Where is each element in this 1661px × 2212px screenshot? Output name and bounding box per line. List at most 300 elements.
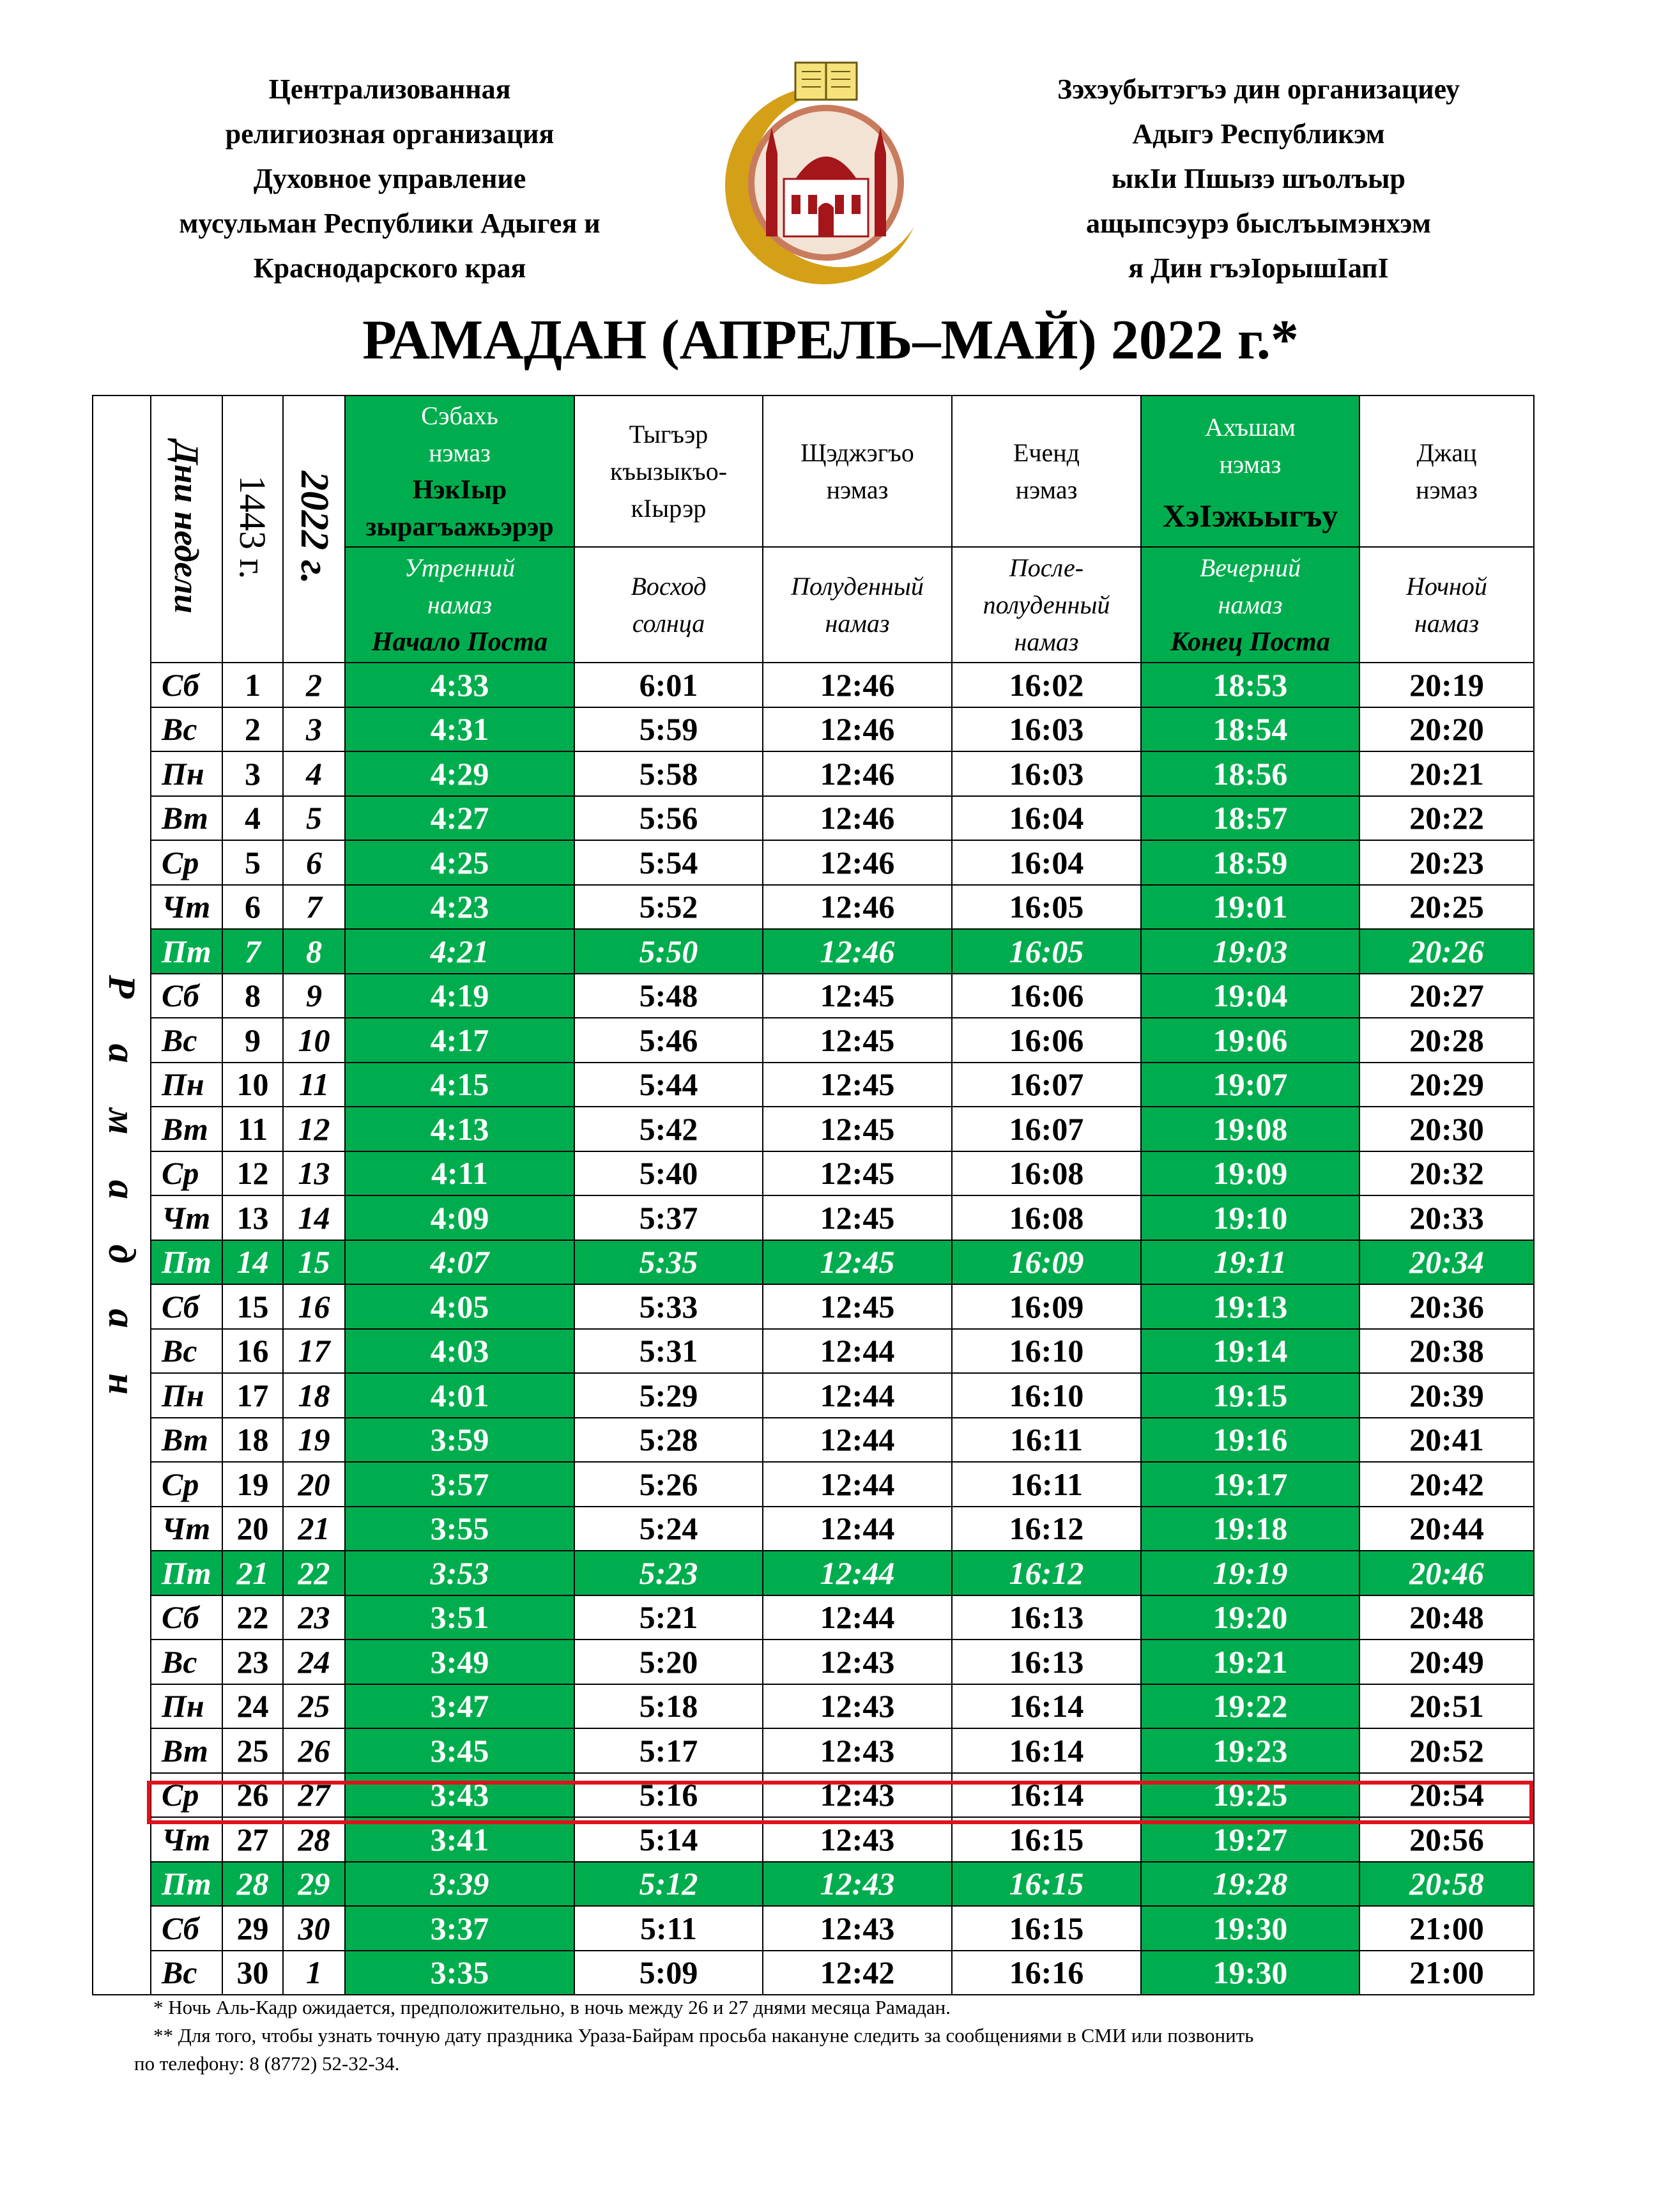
greg-day-cell: 22 [283, 1551, 345, 1595]
weekday-cell: Вс [151, 1951, 222, 1995]
hijri-day-cell: 30 [222, 1951, 283, 1995]
greg-day-cell: 26 [283, 1728, 345, 1773]
footnotes [134, 1993, 1540, 2078]
hijri-day-cell: 3 [222, 751, 283, 796]
weekday-cell: Вс [151, 707, 222, 752]
header-text: кIырэр [631, 493, 707, 523]
header-right-line: Зэхэубытэгъэ дин организациеу [1057, 73, 1460, 105]
header-text: зырагъажьэрэр [365, 512, 554, 542]
greg-day-cell: 10 [283, 1018, 345, 1063]
table-row [93, 1595, 1534, 1640]
table-row [93, 1906, 1534, 1951]
sunrise-time-cell: 5:52 [574, 885, 763, 930]
weekday-cell: Пт [151, 1551, 222, 1595]
weekday-cell: Вс [151, 1329, 222, 1374]
hijri-day-cell: 16 [222, 1329, 283, 1374]
asr-time-cell: 16:08 [952, 1195, 1141, 1240]
dhuhr-time-cell: 12:45 [763, 1063, 952, 1107]
greg-day-cell: 12 [283, 1107, 345, 1151]
fajr-time-cell: 4:33 [345, 663, 574, 707]
greg-header-label: 2022 г. [293, 470, 336, 585]
maghrib-time-cell: 19:16 [1141, 1418, 1359, 1463]
fajr-time-cell: 3:51 [345, 1595, 574, 1640]
maghrib-time-cell: 19:27 [1141, 1817, 1359, 1862]
fajr-time-cell: 4:01 [345, 1373, 574, 1418]
header-text: нэмаз [1416, 475, 1478, 504]
asr-time-cell: 16:06 [952, 1018, 1141, 1063]
maghrib-time-cell: 19:20 [1141, 1595, 1359, 1640]
header-text: Конец Поста [1170, 627, 1330, 657]
fajr-time-cell: 4:15 [345, 1063, 574, 1107]
fajr-time-cell: 4:29 [345, 751, 574, 796]
hijri-day-cell: 7 [222, 929, 283, 974]
dhuhr-time-cell: 12:45 [763, 1151, 952, 1196]
sunrise-time-cell: 5:17 [574, 1728, 763, 1773]
fajr-time-cell: 3:39 [345, 1862, 574, 1907]
hijri-day-cell: 22 [222, 1595, 283, 1640]
dhuhr-header-top [763, 396, 952, 547]
table-row [93, 929, 1534, 974]
maghrib-time-cell: 19:09 [1141, 1151, 1359, 1196]
dhuhr-time-cell: 12:46 [763, 796, 952, 841]
header-text: намаз [427, 590, 492, 619]
weekday-cell: Чт [151, 885, 222, 930]
isha-time-cell: 21:00 [1359, 1906, 1534, 1951]
isha-time-cell: 20:36 [1359, 1284, 1534, 1329]
sunrise-time-cell: 5:31 [574, 1329, 763, 1374]
greg-day-cell: 9 [283, 974, 345, 1018]
maghrib-time-cell: 19:19 [1141, 1551, 1359, 1595]
weekday-cell: Сб [151, 1595, 222, 1640]
hijri-day-cell: 26 [222, 1773, 283, 1818]
dhuhr-time-cell: 12:43 [763, 1906, 952, 1951]
isha-time-cell: 20:25 [1359, 885, 1534, 930]
hijri-day-cell: 14 [222, 1240, 283, 1285]
hijri-day-cell: 15 [222, 1284, 283, 1329]
fajr-time-cell: 4:05 [345, 1284, 574, 1329]
asr-time-cell: 16:04 [952, 796, 1141, 841]
asr-time-cell: 16:12 [952, 1507, 1141, 1551]
maghrib-time-cell: 18:56 [1141, 751, 1359, 796]
table-row [93, 1773, 1534, 1818]
hijri-day-cell: 29 [222, 1906, 283, 1951]
weekday-cell: Вт [151, 1728, 222, 1773]
header-text: намаз [825, 608, 890, 638]
greg-day-cell: 4 [283, 751, 345, 796]
dhuhr-time-cell: 12:46 [763, 751, 952, 796]
maghrib-header-top [1141, 396, 1359, 547]
greg-day-cell: 7 [283, 885, 345, 930]
asr-time-cell: 16:06 [952, 974, 1141, 1018]
hijri-day-cell: 5 [222, 840, 283, 885]
isha-time-cell: 20:33 [1359, 1195, 1534, 1240]
weekday-cell: Пн [151, 751, 222, 796]
header-text: Щэджэгъо [800, 438, 914, 467]
asr-time-cell: 16:05 [952, 929, 1141, 974]
header-right-org [971, 67, 1546, 291]
maghrib-time-cell: 19:30 [1141, 1951, 1359, 1995]
header-right-line: ыкIи Пшызэ шъолъыр [1112, 163, 1405, 194]
dhuhr-time-cell: 12:45 [763, 974, 952, 1018]
header-text: НэкIыр [412, 475, 507, 505]
asr-time-cell: 16:14 [952, 1728, 1141, 1773]
footnote-2: ** Для того, чтобы узнать точную дату праздника Ураза-Байрам просьба накануне следить за сообщениями в СМИ или позвонить [153, 2024, 1254, 2047]
hijri-day-cell: 19 [222, 1462, 283, 1507]
hijri-day-cell: 13 [222, 1195, 283, 1240]
isha-time-cell: 20:44 [1359, 1507, 1534, 1551]
header-left-line: религиозная организация [225, 118, 555, 150]
greg-day-cell: 11 [283, 1063, 345, 1107]
isha-time-cell: 20:27 [1359, 974, 1534, 1018]
asr-time-cell: 16:07 [952, 1107, 1141, 1151]
dhuhr-time-cell: 12:43 [763, 1862, 952, 1907]
hijri-day-cell: 6 [222, 885, 283, 930]
weekday-cell: Вс [151, 1640, 222, 1684]
sunrise-time-cell: 5:59 [574, 707, 763, 752]
greg-day-cell: 23 [283, 1595, 345, 1640]
dhuhr-time-cell: 12:44 [763, 1329, 952, 1374]
fajr-time-cell: 4:31 [345, 707, 574, 752]
greg-day-cell: 25 [283, 1684, 345, 1729]
dhuhr-time-cell: 12:45 [763, 1284, 952, 1329]
dhuhr-time-cell: 12:45 [763, 1240, 952, 1285]
asr-time-cell: 16:13 [952, 1640, 1141, 1684]
asr-time-cell: 16:16 [952, 1951, 1141, 1995]
table-row [93, 1728, 1534, 1773]
weekday-cell: Чт [151, 1507, 222, 1551]
weekday-cell: Сб [151, 663, 222, 707]
header-text: нэмаз [1219, 449, 1282, 479]
sunrise-time-cell: 5:29 [574, 1373, 763, 1418]
isha-time-cell: 20:52 [1359, 1728, 1534, 1773]
sunrise-time-cell: 5:56 [574, 796, 763, 841]
hijri-day-cell: 1 [222, 663, 283, 707]
weekday-cell: Сб [151, 974, 222, 1018]
dhuhr-time-cell: 12:45 [763, 1018, 952, 1063]
hijri-day-cell: 9 [222, 1018, 283, 1063]
dhuhr-time-cell: 12:46 [763, 929, 952, 974]
header-text: Еченд [1013, 438, 1080, 467]
table-row [93, 707, 1534, 752]
isha-time-cell: 20:22 [1359, 796, 1534, 841]
hijri-day-cell: 8 [222, 974, 283, 1018]
greg-day-cell: 13 [283, 1151, 345, 1196]
isha-time-cell: 20:39 [1359, 1373, 1534, 1418]
hijri-day-cell: 10 [222, 1063, 283, 1107]
weekday-cell: Ср [151, 840, 222, 885]
isha-time-cell: 20:48 [1359, 1595, 1534, 1640]
greg-day-cell: 24 [283, 1640, 345, 1684]
asr-time-cell: 16:15 [952, 1862, 1141, 1907]
asr-time-cell: 16:15 [952, 1817, 1141, 1862]
fajr-time-cell: 4:17 [345, 1018, 574, 1063]
sunrise-time-cell: 5:24 [574, 1507, 763, 1551]
fajr-time-cell: 4:03 [345, 1329, 574, 1374]
sunrise-time-cell: 5:35 [574, 1240, 763, 1285]
maghrib-time-cell: 18:59 [1141, 840, 1359, 885]
mosque-logo-icon [712, 58, 942, 288]
header-right-line: Адыгэ Республикэм [1132, 118, 1385, 150]
fajr-time-cell: 3:49 [345, 1640, 574, 1684]
header-text: ХэIэжьыгъу [1162, 497, 1338, 534]
fajr-time-cell: 3:59 [345, 1418, 574, 1463]
maghrib-time-cell: 18:57 [1141, 796, 1359, 841]
maghrib-time-cell: 19:11 [1141, 1240, 1359, 1285]
dhuhr-time-cell: 12:44 [763, 1462, 952, 1507]
sunrise-header-sub [574, 547, 763, 663]
fajr-time-cell: 4:07 [345, 1240, 574, 1285]
weekday-header [151, 396, 222, 663]
isha-time-cell: 20:21 [1359, 751, 1534, 796]
sunrise-time-cell: 5:23 [574, 1551, 763, 1595]
weekday-cell: Пн [151, 1684, 222, 1729]
fajr-time-cell: 3:45 [345, 1728, 574, 1773]
dhuhr-time-cell: 12:45 [763, 1107, 952, 1151]
table-row [93, 1462, 1534, 1507]
header-left-line: Духовное управление [253, 163, 526, 194]
hijri-day-cell: 21 [222, 1551, 283, 1595]
table-row [93, 1240, 1534, 1285]
dhuhr-time-cell: 12:44 [763, 1373, 952, 1418]
greg-day-cell: 19 [283, 1418, 345, 1463]
dhuhr-time-cell: 12:43 [763, 1773, 952, 1818]
weekday-cell: Сб [151, 1906, 222, 1951]
sunrise-time-cell: 5:37 [574, 1195, 763, 1240]
header-text: нэмаз [429, 438, 491, 467]
header-text: Джац [1416, 438, 1477, 467]
weekday-cell: Вт [151, 1107, 222, 1151]
fajr-time-cell: 4:11 [345, 1151, 574, 1196]
table-row [93, 1418, 1534, 1463]
hijri-day-cell: 24 [222, 1684, 283, 1729]
asr-time-cell: 16:11 [952, 1418, 1141, 1463]
maghrib-time-cell: 19:04 [1141, 974, 1359, 1018]
maghrib-time-cell: 18:53 [1141, 663, 1359, 707]
sunrise-time-cell: 5:18 [574, 1684, 763, 1729]
fajr-time-cell: 4:19 [345, 974, 574, 1018]
prayer-timetable [92, 395, 1535, 1995]
asr-time-cell: 16:08 [952, 1151, 1141, 1196]
fajr-time-cell: 4:23 [345, 885, 574, 930]
fajr-time-cell: 3:55 [345, 1507, 574, 1551]
weekday-cell: Чт [151, 1817, 222, 1862]
hijri-day-cell: 17 [222, 1373, 283, 1418]
header-left-line: мусульман Республики Адыгея и [179, 208, 601, 239]
dhuhr-header-sub [763, 547, 952, 663]
dhuhr-time-cell: 12:43 [763, 1817, 952, 1862]
hijri-day-cell: 4 [222, 796, 283, 841]
sunrise-time-cell: 5:09 [574, 1951, 763, 1995]
sunrise-time-cell: 5:21 [574, 1595, 763, 1640]
fajr-time-cell: 4:27 [345, 796, 574, 841]
maghrib-time-cell: 19:17 [1141, 1462, 1359, 1507]
asr-time-cell: 16:03 [952, 707, 1141, 752]
asr-time-cell: 16:04 [952, 840, 1141, 885]
table-row [93, 751, 1534, 796]
hijri-day-cell: 23 [222, 1640, 283, 1684]
header-text: нэмаз [826, 475, 889, 504]
header-left-line: Централизованная [268, 73, 511, 105]
weekday-cell: Сб [151, 1284, 222, 1329]
month-label: Р а м а д а н [101, 974, 143, 1413]
maghrib-time-cell: 19:21 [1141, 1640, 1359, 1684]
sunrise-time-cell: 5:58 [574, 751, 763, 796]
maghrib-time-cell: 19:07 [1141, 1063, 1359, 1107]
asr-time-cell: 16:13 [952, 1595, 1141, 1640]
greg-day-cell: 20 [283, 1462, 345, 1507]
asr-time-cell: 16:09 [952, 1284, 1141, 1329]
asr-time-cell: 16:15 [952, 1906, 1141, 1951]
fajr-time-cell: 3:35 [345, 1951, 574, 1995]
dhuhr-time-cell: 12:46 [763, 663, 952, 707]
fajr-time-cell: 4:13 [345, 1107, 574, 1151]
dhuhr-time-cell: 12:45 [763, 1195, 952, 1240]
isha-time-cell: 20:23 [1359, 840, 1534, 885]
table-row [93, 1284, 1534, 1329]
header-text: намаз [1414, 608, 1479, 638]
asr-time-cell: 16:10 [952, 1373, 1141, 1418]
sunrise-time-cell: 5:16 [574, 1773, 763, 1818]
table-row [93, 1151, 1534, 1196]
table-row [93, 1684, 1534, 1729]
greg-day-cell: 17 [283, 1329, 345, 1374]
sunrise-time-cell: 5:28 [574, 1418, 763, 1463]
header-text: Начало Поста [371, 627, 548, 657]
isha-time-cell: 20:26 [1359, 929, 1534, 974]
sunrise-time-cell: 5:26 [574, 1462, 763, 1507]
maghrib-time-cell: 19:25 [1141, 1773, 1359, 1818]
weekday-cell: Вт [151, 1418, 222, 1463]
maghrib-time-cell: 19:03 [1141, 929, 1359, 974]
asr-time-cell: 16:10 [952, 1329, 1141, 1374]
sunrise-time-cell: 6:01 [574, 663, 763, 707]
weekday-cell: Пн [151, 1063, 222, 1107]
sunrise-time-cell: 5:46 [574, 1018, 763, 1063]
sunrise-time-cell: 5:14 [574, 1817, 763, 1862]
isha-header-top [1359, 396, 1534, 547]
isha-time-cell: 20:32 [1359, 1151, 1534, 1196]
greg-day-cell: 14 [283, 1195, 345, 1240]
table-row [93, 796, 1534, 841]
sunrise-header-top [574, 396, 763, 547]
hijri-day-cell: 11 [222, 1107, 283, 1151]
sunrise-time-cell: 5:48 [574, 974, 763, 1018]
sunrise-time-cell: 5:12 [574, 1862, 763, 1907]
asr-time-cell: 16:11 [952, 1462, 1141, 1507]
header-left-org [102, 67, 677, 291]
table-row [93, 1640, 1534, 1684]
isha-time-cell: 20:41 [1359, 1418, 1534, 1463]
maghrib-time-cell: 19:06 [1141, 1018, 1359, 1063]
sunrise-time-cell: 5:42 [574, 1107, 763, 1151]
asr-time-cell: 16:03 [952, 751, 1141, 796]
hijri-day-cell: 20 [222, 1507, 283, 1551]
fajr-header-top [345, 396, 574, 547]
isha-time-cell: 20:46 [1359, 1551, 1534, 1595]
greg-day-cell: 5 [283, 796, 345, 841]
footnote-1: * Ночь Аль-Кадр ожидается, предположительно, в ночь между 26 и 27 днями месяца Рамадан. [153, 1996, 951, 2018]
maghrib-time-cell: 19:15 [1141, 1373, 1359, 1418]
header-left-line: Краснодарского края [253, 252, 526, 284]
header-text: къызыкъо- [609, 456, 728, 486]
asr-time-cell: 16:05 [952, 885, 1141, 930]
maghrib-time-cell: 18:54 [1141, 707, 1359, 752]
header-text: После- [1009, 553, 1084, 582]
maghrib-header-sub [1141, 547, 1359, 663]
asr-time-cell: 16:02 [952, 663, 1141, 707]
greg-day-cell: 27 [283, 1773, 345, 1818]
fajr-time-cell: 3:53 [345, 1551, 574, 1595]
table-row [93, 1107, 1534, 1151]
isha-time-cell: 20:54 [1359, 1773, 1534, 1818]
greg-day-cell: 3 [283, 707, 345, 752]
dhuhr-time-cell: 12:43 [763, 1684, 952, 1729]
dhuhr-time-cell: 12:44 [763, 1595, 952, 1640]
weekday-cell: Вс [151, 1018, 222, 1063]
weekday-cell: Вт [151, 796, 222, 841]
table-row [93, 1195, 1534, 1240]
isha-time-cell: 21:00 [1359, 1951, 1534, 1995]
table-row [93, 1063, 1534, 1107]
header-text: Ночной [1406, 571, 1487, 601]
isha-time-cell: 20:49 [1359, 1640, 1534, 1684]
fajr-header-sub [345, 547, 574, 663]
sunrise-time-cell: 5:40 [574, 1151, 763, 1196]
greg-day-cell: 15 [283, 1240, 345, 1285]
greg-day-cell: 2 [283, 663, 345, 707]
header-text: Утренний [404, 553, 516, 582]
greg-day-cell: 28 [283, 1817, 345, 1862]
header-text: Восход [631, 571, 707, 601]
fajr-time-cell: 3:57 [345, 1462, 574, 1507]
hijri-day-cell: 18 [222, 1418, 283, 1463]
dhuhr-time-cell: 12:44 [763, 1551, 952, 1595]
isha-time-cell: 20:51 [1359, 1684, 1534, 1729]
weekday-header-label: Дни недели [167, 441, 206, 614]
header-text: Ахъшам [1205, 412, 1296, 442]
header-text: полуденный [983, 590, 1110, 619]
fajr-time-cell: 3:41 [345, 1817, 574, 1862]
asr-time-cell: 16:14 [952, 1684, 1141, 1729]
dhuhr-time-cell: 12:43 [763, 1728, 952, 1773]
greg-header [283, 396, 345, 663]
isha-time-cell: 20:19 [1359, 663, 1534, 707]
greg-day-cell: 21 [283, 1507, 345, 1551]
maghrib-time-cell: 19:13 [1141, 1284, 1359, 1329]
maghrib-time-cell: 19:28 [1141, 1862, 1359, 1907]
dhuhr-time-cell: 12:43 [763, 1640, 952, 1684]
table-row [93, 1951, 1534, 1995]
isha-time-cell: 20:34 [1359, 1240, 1534, 1285]
maghrib-time-cell: 19:22 [1141, 1684, 1359, 1729]
fajr-time-cell: 4:09 [345, 1195, 574, 1240]
maghrib-time-cell: 19:18 [1141, 1507, 1359, 1551]
greg-day-cell: 30 [283, 1906, 345, 1951]
table-row [93, 663, 1534, 707]
header-text: Тыгъэр [629, 419, 708, 449]
maghrib-time-cell: 19:01 [1141, 885, 1359, 930]
weekday-cell: Пт [151, 929, 222, 974]
table-row [93, 1862, 1534, 1907]
dhuhr-time-cell: 12:42 [763, 1951, 952, 1995]
header-text: Вечерний [1199, 553, 1301, 582]
footnote-3: по телефону: 8 (8772) 52-32-34. [134, 2052, 400, 2075]
header-text: намаз [1218, 590, 1283, 619]
weekday-cell: Пн [151, 1373, 222, 1418]
fajr-time-cell: 4:21 [345, 929, 574, 974]
weekday-cell: Ср [151, 1462, 222, 1507]
hijri-day-cell: 2 [222, 707, 283, 752]
